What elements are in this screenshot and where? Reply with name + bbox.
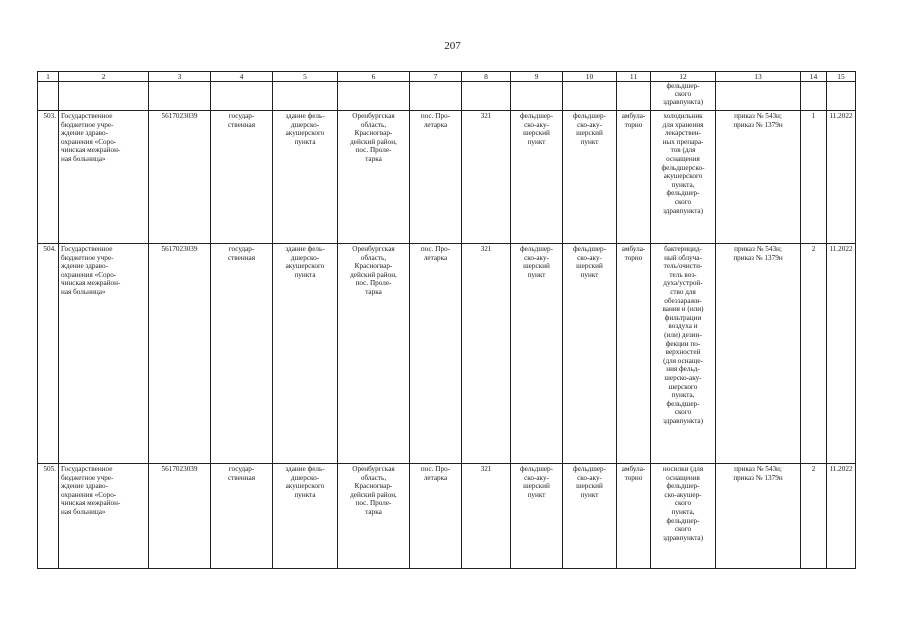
table-row [38, 244, 856, 464]
unit-cell: фельдшер- ско-аку- шерский пункт [563, 111, 617, 244]
row-number: 503. [38, 111, 59, 244]
unit-cell: фельдшер- ско-аку- шерский пункт [563, 464, 617, 569]
column-number: 4 [211, 72, 273, 82]
quantity-cell: 2 [801, 464, 827, 569]
facility-type-cell: фельдшер- ско-аку- шерский пункт [511, 111, 563, 244]
facility-type-cell: фельдшер- ско-аку- шерский пункт [511, 464, 563, 569]
order-cell: приказ № 543н; приказ № 1379н [716, 244, 801, 464]
equipment-cell: бактерицид- ный облуча- тель/очисти- тель воз- духа/устрой- ство для обеззаражи- вания и (или) фильтрации воздуха и (или) дезин- фекции по- верхностей (для оснаще- ния фельд- шерско-аку- шерского пункта, фельдшер- ского здравпункта) [651, 244, 716, 464]
order-cell: приказ № 543н; приказ № 1379н [716, 111, 801, 244]
date-cell: 11.2022 [827, 464, 856, 569]
column-number: 1 [38, 72, 59, 82]
ownership-cell: государ- ственная [211, 464, 273, 569]
column-number: 13 [716, 72, 801, 82]
facility-type-cell: фельдшер- ско-аку- шерский пункт [511, 244, 563, 464]
registry-table [37, 71, 856, 569]
unit-cell: фельдшер- ско-аку- шерский пункт [563, 244, 617, 464]
settlement-cell: пос. Про- летарка [410, 244, 462, 464]
column-number: 5 [273, 72, 338, 82]
column-number: 14 [801, 72, 827, 82]
column-number: 10 [563, 72, 617, 82]
date-cell: 11.2022 [827, 111, 856, 244]
code-cell: 321 [462, 464, 511, 569]
inn-cell: 5617023039 [149, 244, 211, 464]
column-number: 15 [827, 72, 856, 82]
address-cell: Оренбургская область, Красногвар- дейский район, пос. Проле- тарка [338, 464, 410, 569]
code-cell: 321 [462, 111, 511, 244]
quantity-cell: 2 [801, 244, 827, 464]
page-number: 207 [444, 40, 461, 52]
ownership-cell: государ- ственная [211, 111, 273, 244]
code-cell: 321 [462, 244, 511, 464]
row-number: 505. [38, 464, 59, 569]
column-number: 12 [651, 72, 716, 82]
continuation-row [38, 82, 856, 111]
continuation-text: фельдшер- ского здравпункта) [651, 82, 716, 111]
equipment-cell: холодильник для хранения лекарствен- ных препара- тов (для оснащения фельдшерско- акушерского пункта, фельдшер- ского здравпункта) [651, 111, 716, 244]
care-form-cell: амбула- торно [617, 111, 651, 244]
column-number: 6 [338, 72, 410, 82]
address-cell: Оренбургская область, Красногвар- дейский район, пос. Проле- тарка [338, 111, 410, 244]
building-cell: здание фель- дшерско- акушерского пункта [273, 111, 338, 244]
building-cell: здание фель- дшерско- акушерского пункта [273, 464, 338, 569]
quantity-cell: 1 [801, 111, 827, 244]
column-number: 11 [617, 72, 651, 82]
settlement-cell: пос. Про- летарка [410, 464, 462, 569]
column-number: 8 [462, 72, 511, 82]
organization-cell: Государственное бюджетное учре- ждение здраво- охранения «Соро- чинская межрайон- ная больница» [59, 464, 149, 569]
care-form-cell: амбула- торно [617, 464, 651, 569]
column-number: 9 [511, 72, 563, 82]
column-number: 3 [149, 72, 211, 82]
building-cell: здание фель- дшерско- акушерского пункта [273, 244, 338, 464]
date-cell: 11.2022 [827, 244, 856, 464]
table-row [38, 464, 856, 569]
organization-cell: Государственное бюджетное учре- ждение здраво- охранения «Соро- чинская межрайон- ная больница» [59, 244, 149, 464]
row-number: 504. [38, 244, 59, 464]
inn-cell: 5617023039 [149, 464, 211, 569]
organization-cell: Государственное бюджетное учре- ждение здраво- охранения «Соро- чинская межрайон- ная больница» [59, 111, 149, 244]
inn-cell: 5617023039 [149, 111, 211, 244]
table-row [38, 111, 856, 244]
care-form-cell: амбула- торно [617, 244, 651, 464]
ownership-cell: государ- ственная [211, 244, 273, 464]
column-number: 7 [410, 72, 462, 82]
column-number-row [38, 72, 856, 82]
order-cell: приказ № 543н; приказ № 1379н [716, 464, 801, 569]
column-number: 2 [59, 72, 149, 82]
equipment-cell: носилки (для оснащения фельдшер- ско-акушер- ского пункта, фельдшер- ского здравпункта) [651, 464, 716, 569]
settlement-cell: пос. Про- летарка [410, 111, 462, 244]
address-cell: Оренбургская область, Красногвар- дейский район, пос. Проле- тарка [338, 244, 410, 464]
